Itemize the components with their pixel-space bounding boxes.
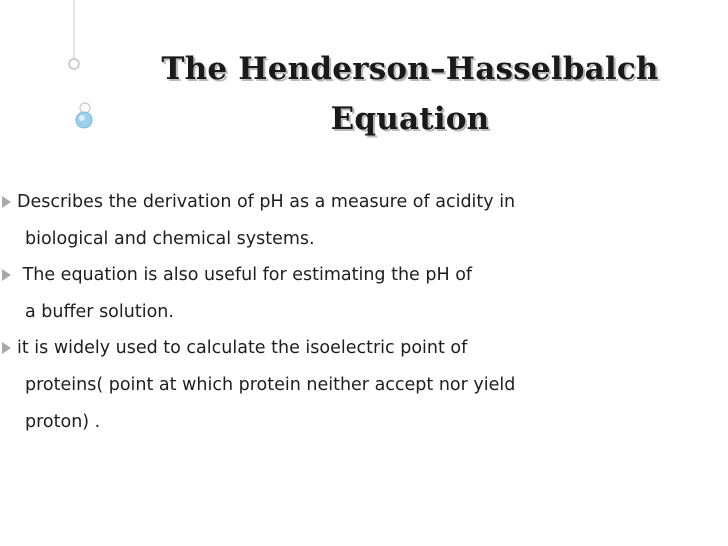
decorative-circle-blue <box>76 112 92 128</box>
bullet-arrow-icon <box>2 196 11 208</box>
bullet-text-line: it is widely used to calculate the isoelectric point of <box>17 338 468 359</box>
bullet-text-line: a buffer solution. <box>25 301 174 322</box>
bullet-text-line: Describes the derivation of pH as a measure of acidity in <box>17 192 516 212</box>
bullet-list <box>0 184 728 440</box>
bullet-arrow-icon <box>2 342 11 354</box>
bullet-text-line: The equation is also useful for estimating the pH of <box>17 265 473 286</box>
bullet-item <box>0 257 728 330</box>
decorative-circle-small <box>69 59 79 69</box>
bullet-arrow-icon <box>2 269 11 281</box>
bullet-item <box>0 184 728 257</box>
bullet-text-line: proteins( point at which protein neither accept nor yield <box>25 374 516 395</box>
bullet-text-line: proton) . <box>25 411 101 432</box>
bullet-text-line: biological and chemical systems. <box>25 228 315 249</box>
bullet-item <box>0 330 728 440</box>
slide-title <box>110 44 710 144</box>
slide-title-line-1: The Henderson–Hasselbalch <box>161 51 659 87</box>
slide-title-line-2: Equation <box>330 101 490 137</box>
decorative-circle-small <box>80 103 90 113</box>
